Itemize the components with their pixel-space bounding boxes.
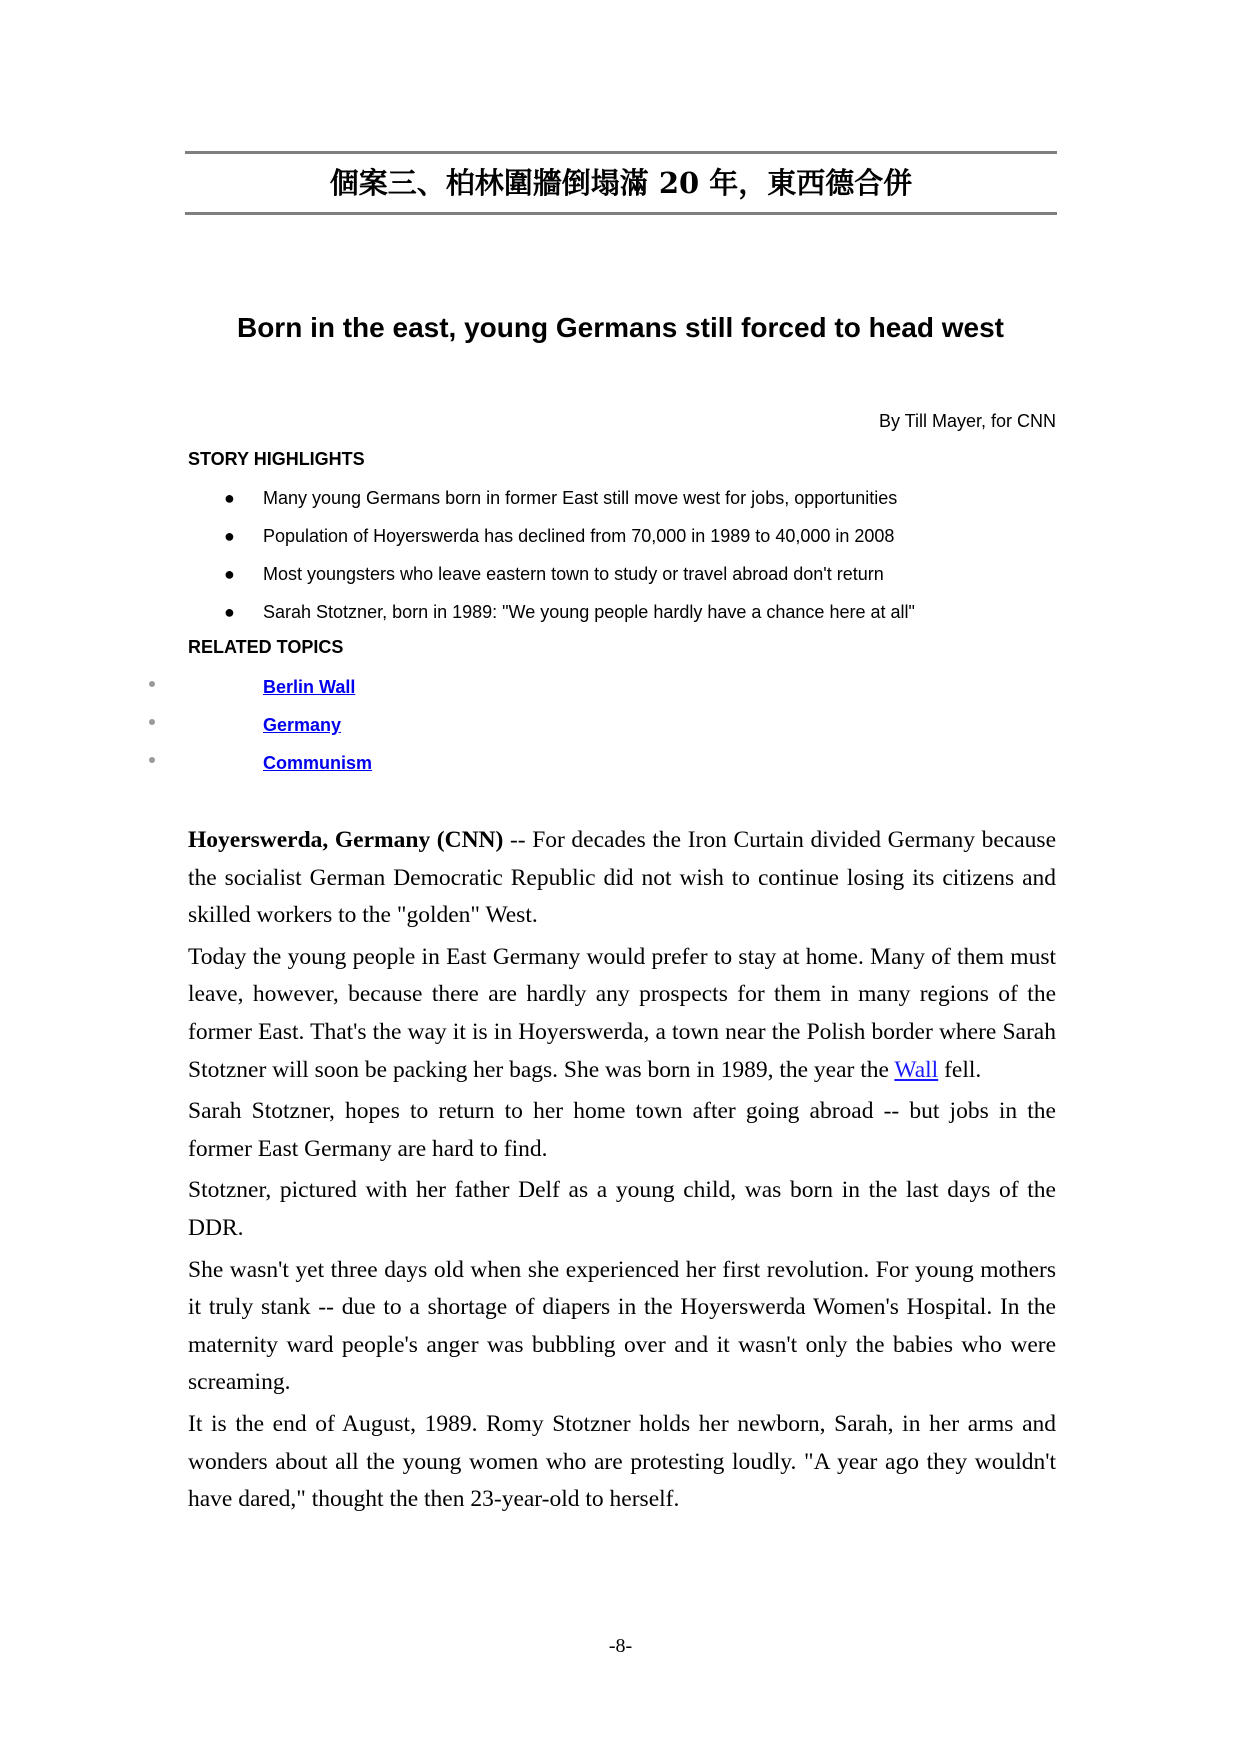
title-bottom-rule (185, 212, 1057, 215)
highlight-text: Many young Germans born in former East still move west for jobs, opportunities (263, 488, 898, 508)
story-highlights-heading: STORY HIGHLIGHTS (188, 449, 365, 469)
paragraph-text: -- For decades the Iron Curtain divided Germany because the socialist German Democratic Republic did not wish to continue losing its citizens and skilled workers to the "golden" West. (188, 827, 1056, 929)
topic-link-communism[interactable]: Communism (263, 753, 373, 773)
related-topics-heading: RELATED TOPICS (188, 637, 344, 657)
highlight-text: Sarah Stotzner, born in 1989: "We young people hardly have a chance here at all" (263, 602, 915, 622)
related-topics-list (0, 675, 1241, 789)
bullet-icon (149, 757, 155, 763)
bullet-icon (149, 681, 155, 687)
article-headline: Born in the east, young Germans still forced to head west (236, 312, 1005, 343)
list-item (0, 751, 1241, 789)
body-paragraph: She wasn't yet three days old when she experienced her first revolution. For young mothers it truly stank -- due to a shortage of diapers in the Hoyerswerda Women's Hospital. In the maternity ward people's anger was bubbling over and it wasn't only the babies who were screaming. (188, 1256, 1056, 1396)
paragraph-text: fell. (938, 1056, 982, 1083)
wall-link[interactable]: Wall (894, 1056, 939, 1083)
highlight-text: Population of Hoyerswerda has declined from 70,000 in 1989 to 40,000 in 2008 (263, 526, 895, 546)
list-item (0, 713, 1241, 751)
body-paragraph (188, 822, 1056, 935)
list-item (0, 600, 1241, 638)
body-paragraph: Stotzner, pictured with her father Delf as a young child, was born in the last days of the DDR. (188, 1177, 1056, 1241)
page-number: -8- (608, 1635, 633, 1657)
list-item (0, 524, 1241, 562)
list-item (0, 675, 1241, 713)
byline: By Till Mayer, for CNN (878, 411, 1056, 431)
paragraph-text: Today the young people in East Germany would prefer to stay at home. Many of them must leave, however, because there are hardly any prospects for them in many regions of the former East. That's the way it is in Hoyerswerda, a town near the Polish border where Sarah Stotzner will soon be packing her bags. She was born in 1989, the year the (188, 943, 1056, 1083)
article-body (188, 822, 1056, 1523)
case-title: 個案三、柏林圍牆倒塌滿 20 年，東西德合併 (329, 166, 913, 200)
bullet-icon: ● (224, 564, 235, 584)
bullet-icon: ● (224, 602, 235, 622)
list-item (0, 562, 1241, 600)
highlight-text: Most youngsters who leave eastern town to study or travel abroad don't return (263, 564, 884, 584)
dateline: Hoyerswerda, Germany (CNN) (188, 827, 504, 853)
body-paragraph (188, 939, 1056, 1089)
bullet-icon: ● (224, 526, 235, 546)
topic-link-germany[interactable]: Germany (263, 715, 342, 735)
list-item (0, 486, 1241, 524)
story-highlights-list (0, 486, 1241, 638)
bullet-icon (149, 719, 155, 725)
bullet-icon: ● (224, 488, 235, 508)
body-paragraph: It is the end of August, 1989. Romy Stotzner holds her newborn, Sarah, in her arms and wonders about all the young women who are protesting loudly. "A year ago they wouldn't have dared," thought the then 23-year-old to herself. (188, 1410, 1056, 1513)
title-top-rule (185, 151, 1057, 154)
topic-link-berlin-wall[interactable]: Berlin Wall (263, 677, 356, 697)
body-paragraph: Sarah Stotzner, hopes to return to her home town after going abroad -- but jobs in the former East Germany are hard to find. (188, 1098, 1056, 1162)
